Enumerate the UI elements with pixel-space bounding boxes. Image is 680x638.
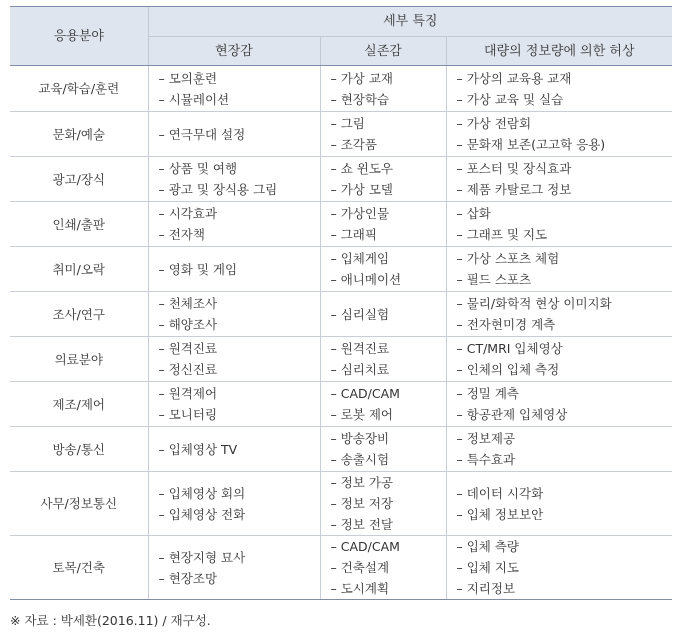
header-sub-illusion: 대량의 정보량에 의한 허상 [446, 37, 672, 66]
list-item: – 원격진료 [158, 341, 218, 356]
list-item: – 정보 저장 [330, 496, 393, 511]
header-field: 응용분야 [10, 7, 148, 66]
list-item: – 가상인물 [330, 206, 390, 221]
presence-cell [148, 472, 320, 536]
presence-cell [148, 382, 320, 427]
feature-list [331, 472, 446, 535]
list-item: – 가상 교재 [330, 70, 393, 86]
list-item: – 포스터 및 장식효과 [456, 161, 572, 176]
list-item: – 현장지형 묘사 [158, 549, 246, 565]
list-item: – 정보 가공 [330, 475, 393, 490]
list-item: – 원격진료 [330, 341, 390, 356]
list-item: – 해양조사 [158, 317, 218, 332]
feature-list [159, 68, 320, 110]
list-item: – 방송장비 [330, 431, 390, 446]
illusion-cell [446, 112, 672, 157]
list-item: – 입체게임 [330, 251, 390, 266]
feature-list [457, 338, 673, 380]
field-cell: 조사/연구 [10, 292, 148, 337]
field-cell: 취미/오락 [10, 247, 148, 292]
table-row [10, 427, 672, 472]
list-item: – 입체영상 회의 [158, 485, 246, 501]
list-item: – 그림 [330, 116, 365, 131]
existence-cell [320, 112, 446, 157]
feature-list [159, 158, 320, 200]
field-cell: 토목/건축 [10, 536, 148, 600]
list-item: – 현장조망 [158, 570, 218, 586]
list-item: – 삽화 [456, 206, 491, 221]
list-item: – 가상 스포츠 체험 [456, 251, 560, 266]
existence-cell [320, 472, 446, 536]
illusion-cell [446, 202, 672, 247]
list-item: – 특수효과 [456, 452, 516, 467]
illusion-cell [446, 66, 672, 112]
feature-list [159, 203, 320, 245]
list-item: – 그래픽 [330, 227, 377, 242]
header-sub-presence: 현장감 [148, 37, 320, 66]
list-item: – 시각효과 [158, 206, 218, 221]
presence-cell [148, 536, 320, 600]
existence-cell [320, 66, 446, 112]
table-row [10, 112, 672, 157]
list-item: – 심리실험 [330, 306, 390, 322]
illusion-cell [446, 292, 672, 337]
list-item: – 입체 지도 [456, 560, 519, 575]
feature-list [457, 68, 673, 110]
vr-application-table [10, 6, 672, 600]
list-item: – 전자현미경 계측 [456, 317, 556, 332]
field-cell: 제조/제어 [10, 382, 148, 427]
list-item: – 입체 정보보안 [456, 506, 544, 522]
list-item: – 건축설계 [330, 560, 390, 575]
list-item: – 필드 스포츠 [456, 272, 532, 287]
existence-cell [320, 536, 446, 600]
existence-cell [320, 292, 446, 337]
table-row [10, 157, 672, 202]
feature-list [457, 158, 673, 200]
feature-list [457, 293, 673, 335]
feature-list [159, 547, 320, 589]
list-item: – CT/MRI 입체영상 [456, 341, 563, 356]
list-item: – 입체 측량 [456, 539, 519, 554]
table-row [10, 536, 672, 600]
feature-list [159, 483, 320, 525]
existence-cell [320, 202, 446, 247]
list-item: – 송출시험 [330, 452, 390, 467]
feature-list [331, 158, 446, 200]
source-note: ※ 자료 : 박세환(2016.11) / 재구성. [10, 613, 211, 628]
field-cell: 문화/예술 [10, 112, 148, 157]
table-row [10, 337, 672, 382]
existence-cell [320, 157, 446, 202]
illusion-cell [446, 536, 672, 600]
feature-list [457, 203, 673, 245]
feature-list [331, 304, 446, 325]
list-item: – 가상 전람회 [456, 116, 532, 131]
list-item: – 가상 교육 및 실습 [456, 91, 564, 107]
list-item: – 애니메이션 [330, 272, 402, 287]
header-detail: 세부 특징 [148, 7, 672, 37]
feature-list [457, 248, 673, 290]
list-item: – 정밀 계측 [456, 386, 519, 401]
feature-list [159, 439, 320, 460]
feature-list [331, 203, 446, 245]
field-cell: 의료분야 [10, 337, 148, 382]
feature-list [331, 428, 446, 470]
list-item: – 지리정보 [456, 581, 516, 596]
feature-list [331, 536, 446, 599]
list-item: – 심리치료 [330, 362, 390, 377]
list-item: – 정신진료 [158, 362, 218, 377]
presence-cell [148, 66, 320, 112]
illusion-cell [446, 472, 672, 536]
list-item: – 가상의 교육용 교재 [456, 70, 572, 86]
list-item: – 도시계획 [330, 581, 390, 596]
list-item: – 영화 및 게임 [158, 261, 238, 277]
feature-list [159, 338, 320, 380]
field-cell: 광고/장식 [10, 157, 148, 202]
existence-cell [320, 337, 446, 382]
list-item: – 상품 및 여행 [158, 161, 238, 176]
list-item: – 모의훈련 [158, 70, 218, 86]
list-item: – 정보제공 [456, 431, 516, 446]
presence-cell [148, 247, 320, 292]
feature-list [159, 259, 320, 280]
list-item: – 원격제어 [158, 386, 218, 401]
list-item: – 조각품 [330, 137, 377, 152]
table-row [10, 382, 672, 427]
list-item: – 쇼 윈도우 [330, 161, 393, 176]
list-item: – 데이터 시각화 [456, 485, 544, 501]
list-item: – 천체조사 [158, 296, 218, 311]
feature-list [457, 483, 673, 525]
table-row [10, 247, 672, 292]
list-item: – 전자책 [158, 227, 205, 242]
feature-list [331, 68, 446, 110]
presence-cell [148, 427, 320, 472]
table-body [10, 66, 672, 600]
list-item: – 제품 카탈로그 정보 [456, 182, 572, 197]
feature-list [331, 383, 446, 425]
list-item: – 가상 모델 [330, 182, 393, 197]
list-item: – 시뮬레이션 [158, 91, 230, 107]
list-item: – 로봇 제어 [330, 407, 393, 422]
feature-list [159, 124, 320, 145]
list-item: – 광고 및 장식용 그림 [158, 182, 278, 197]
presence-cell [148, 157, 320, 202]
list-item: – 입체영상 TV [158, 441, 238, 457]
feature-list [159, 293, 320, 335]
list-item: – 그래프 및 지도 [456, 227, 548, 242]
illusion-cell [446, 427, 672, 472]
list-item: – CAD/CAM [330, 386, 400, 401]
feature-list [457, 536, 673, 599]
feature-list [331, 338, 446, 380]
illusion-cell [446, 382, 672, 427]
illusion-cell [446, 337, 672, 382]
presence-cell [148, 337, 320, 382]
presence-cell [148, 202, 320, 247]
field-cell: 방송/통신 [10, 427, 148, 472]
header-sub-existence: 실존감 [320, 37, 446, 66]
presence-cell [148, 292, 320, 337]
list-item: – 인체의 입체 측정 [456, 362, 560, 377]
list-item: – 정보 전달 [330, 517, 393, 532]
table-header [10, 7, 672, 66]
feature-list [159, 383, 320, 425]
table-row [10, 202, 672, 247]
list-item: – 연극무대 설정 [158, 126, 246, 142]
feature-list [457, 383, 673, 425]
list-item: – CAD/CAM [330, 539, 400, 554]
table-row [10, 292, 672, 337]
feature-list [331, 113, 446, 155]
table-row [10, 472, 672, 536]
list-item: – 물리/화학적 현상 이미지화 [456, 296, 612, 311]
table-row [10, 66, 672, 112]
field-cell: 인쇄/출판 [10, 202, 148, 247]
feature-list [457, 113, 673, 155]
list-item: – 모니터링 [158, 407, 218, 422]
field-cell: 사무/정보통신 [10, 472, 148, 536]
presence-cell [148, 112, 320, 157]
feature-list [457, 428, 673, 470]
field-cell: 교육/학습/훈련 [10, 66, 148, 112]
list-item: – 문화재 보존(고고학 응용) [456, 137, 606, 152]
list-item: – 현장학습 [330, 91, 390, 107]
existence-cell [320, 427, 446, 472]
list-item: – 항공관제 입체영상 [456, 407, 568, 422]
illusion-cell [446, 247, 672, 292]
existence-cell [320, 382, 446, 427]
existence-cell [320, 247, 446, 292]
feature-list [331, 248, 446, 290]
illusion-cell [446, 157, 672, 202]
list-item: – 입체영상 전화 [158, 506, 246, 522]
